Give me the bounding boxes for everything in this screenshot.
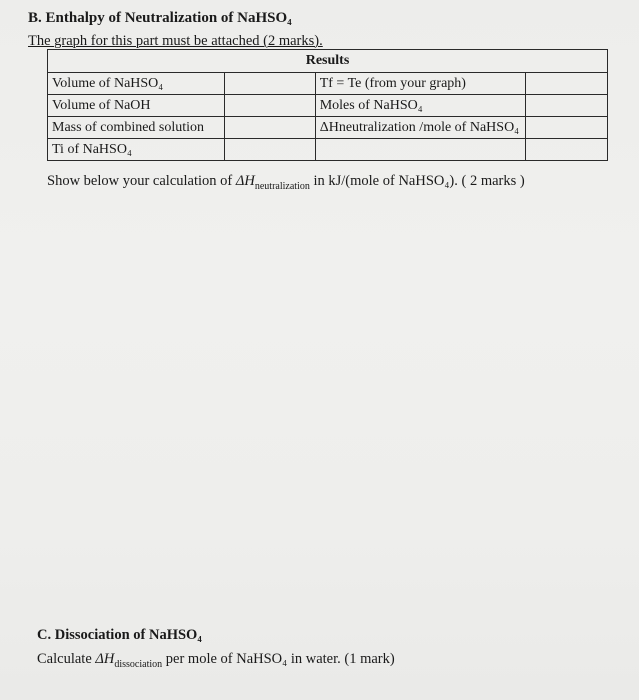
value-volume-nahso4 bbox=[225, 73, 316, 95]
label-empty bbox=[315, 139, 525, 161]
delta-h-symbol: ΔH bbox=[95, 651, 115, 667]
value-mass-solution bbox=[225, 117, 316, 139]
dissociation-subscript: dissociation bbox=[114, 658, 163, 670]
table-row bbox=[48, 117, 608, 139]
value-moles-nahso4 bbox=[525, 95, 607, 117]
value-tf-te bbox=[525, 73, 607, 95]
label-volume-nahso4: Volume of NaHSO₄ bbox=[48, 73, 225, 95]
value-volume-naoh bbox=[225, 95, 316, 117]
label-ti-nahso4: Ti of NaHSO₄ bbox=[48, 139, 225, 161]
calc-c-instruction: Calculate $\Delta H_{dissociation}$ per mole of NaHSO₄ in water. (1 mark) bbox=[37, 651, 395, 670]
label-moles-nahso4: Moles of NaHSO₄ bbox=[315, 95, 525, 117]
table-row bbox=[48, 73, 608, 95]
section-b-title: B. Enthalpy of Neutralization of NaHSO₄ bbox=[28, 10, 292, 26]
label-tf-te: Tf = Te (from your graph) bbox=[315, 73, 525, 95]
value-dh-neutralization bbox=[525, 117, 607, 139]
section-c-title: C. Dissociation of NaHSO₄ bbox=[37, 627, 202, 643]
graph-note bbox=[28, 33, 323, 50]
results-table bbox=[47, 49, 608, 161]
calc-b-instruction: Show below your calculation of $\Delta H_{neutralization}$ in kJ/(mole of NaHSO₄). ( 2 marks ) bbox=[47, 173, 525, 192]
graph-note-text: The graph for this part must be attached (2 marks). bbox=[28, 33, 323, 49]
label-dh-neutralization: ΔHneutralization /mole of NaHSO₄ bbox=[315, 117, 525, 139]
delta-h-symbol: ΔH bbox=[235, 173, 255, 189]
value-ti-nahso4 bbox=[225, 139, 316, 161]
results-title: Results bbox=[48, 50, 608, 73]
table-row bbox=[48, 139, 608, 161]
results-title-row bbox=[48, 50, 608, 73]
value-empty bbox=[525, 139, 607, 161]
label-volume-naoh: Volume of NaOH bbox=[48, 95, 225, 117]
label-mass-solution: Mass of combined solution bbox=[48, 117, 225, 139]
neutralization-subscript: neutralization bbox=[254, 180, 310, 192]
table-row bbox=[48, 95, 608, 117]
